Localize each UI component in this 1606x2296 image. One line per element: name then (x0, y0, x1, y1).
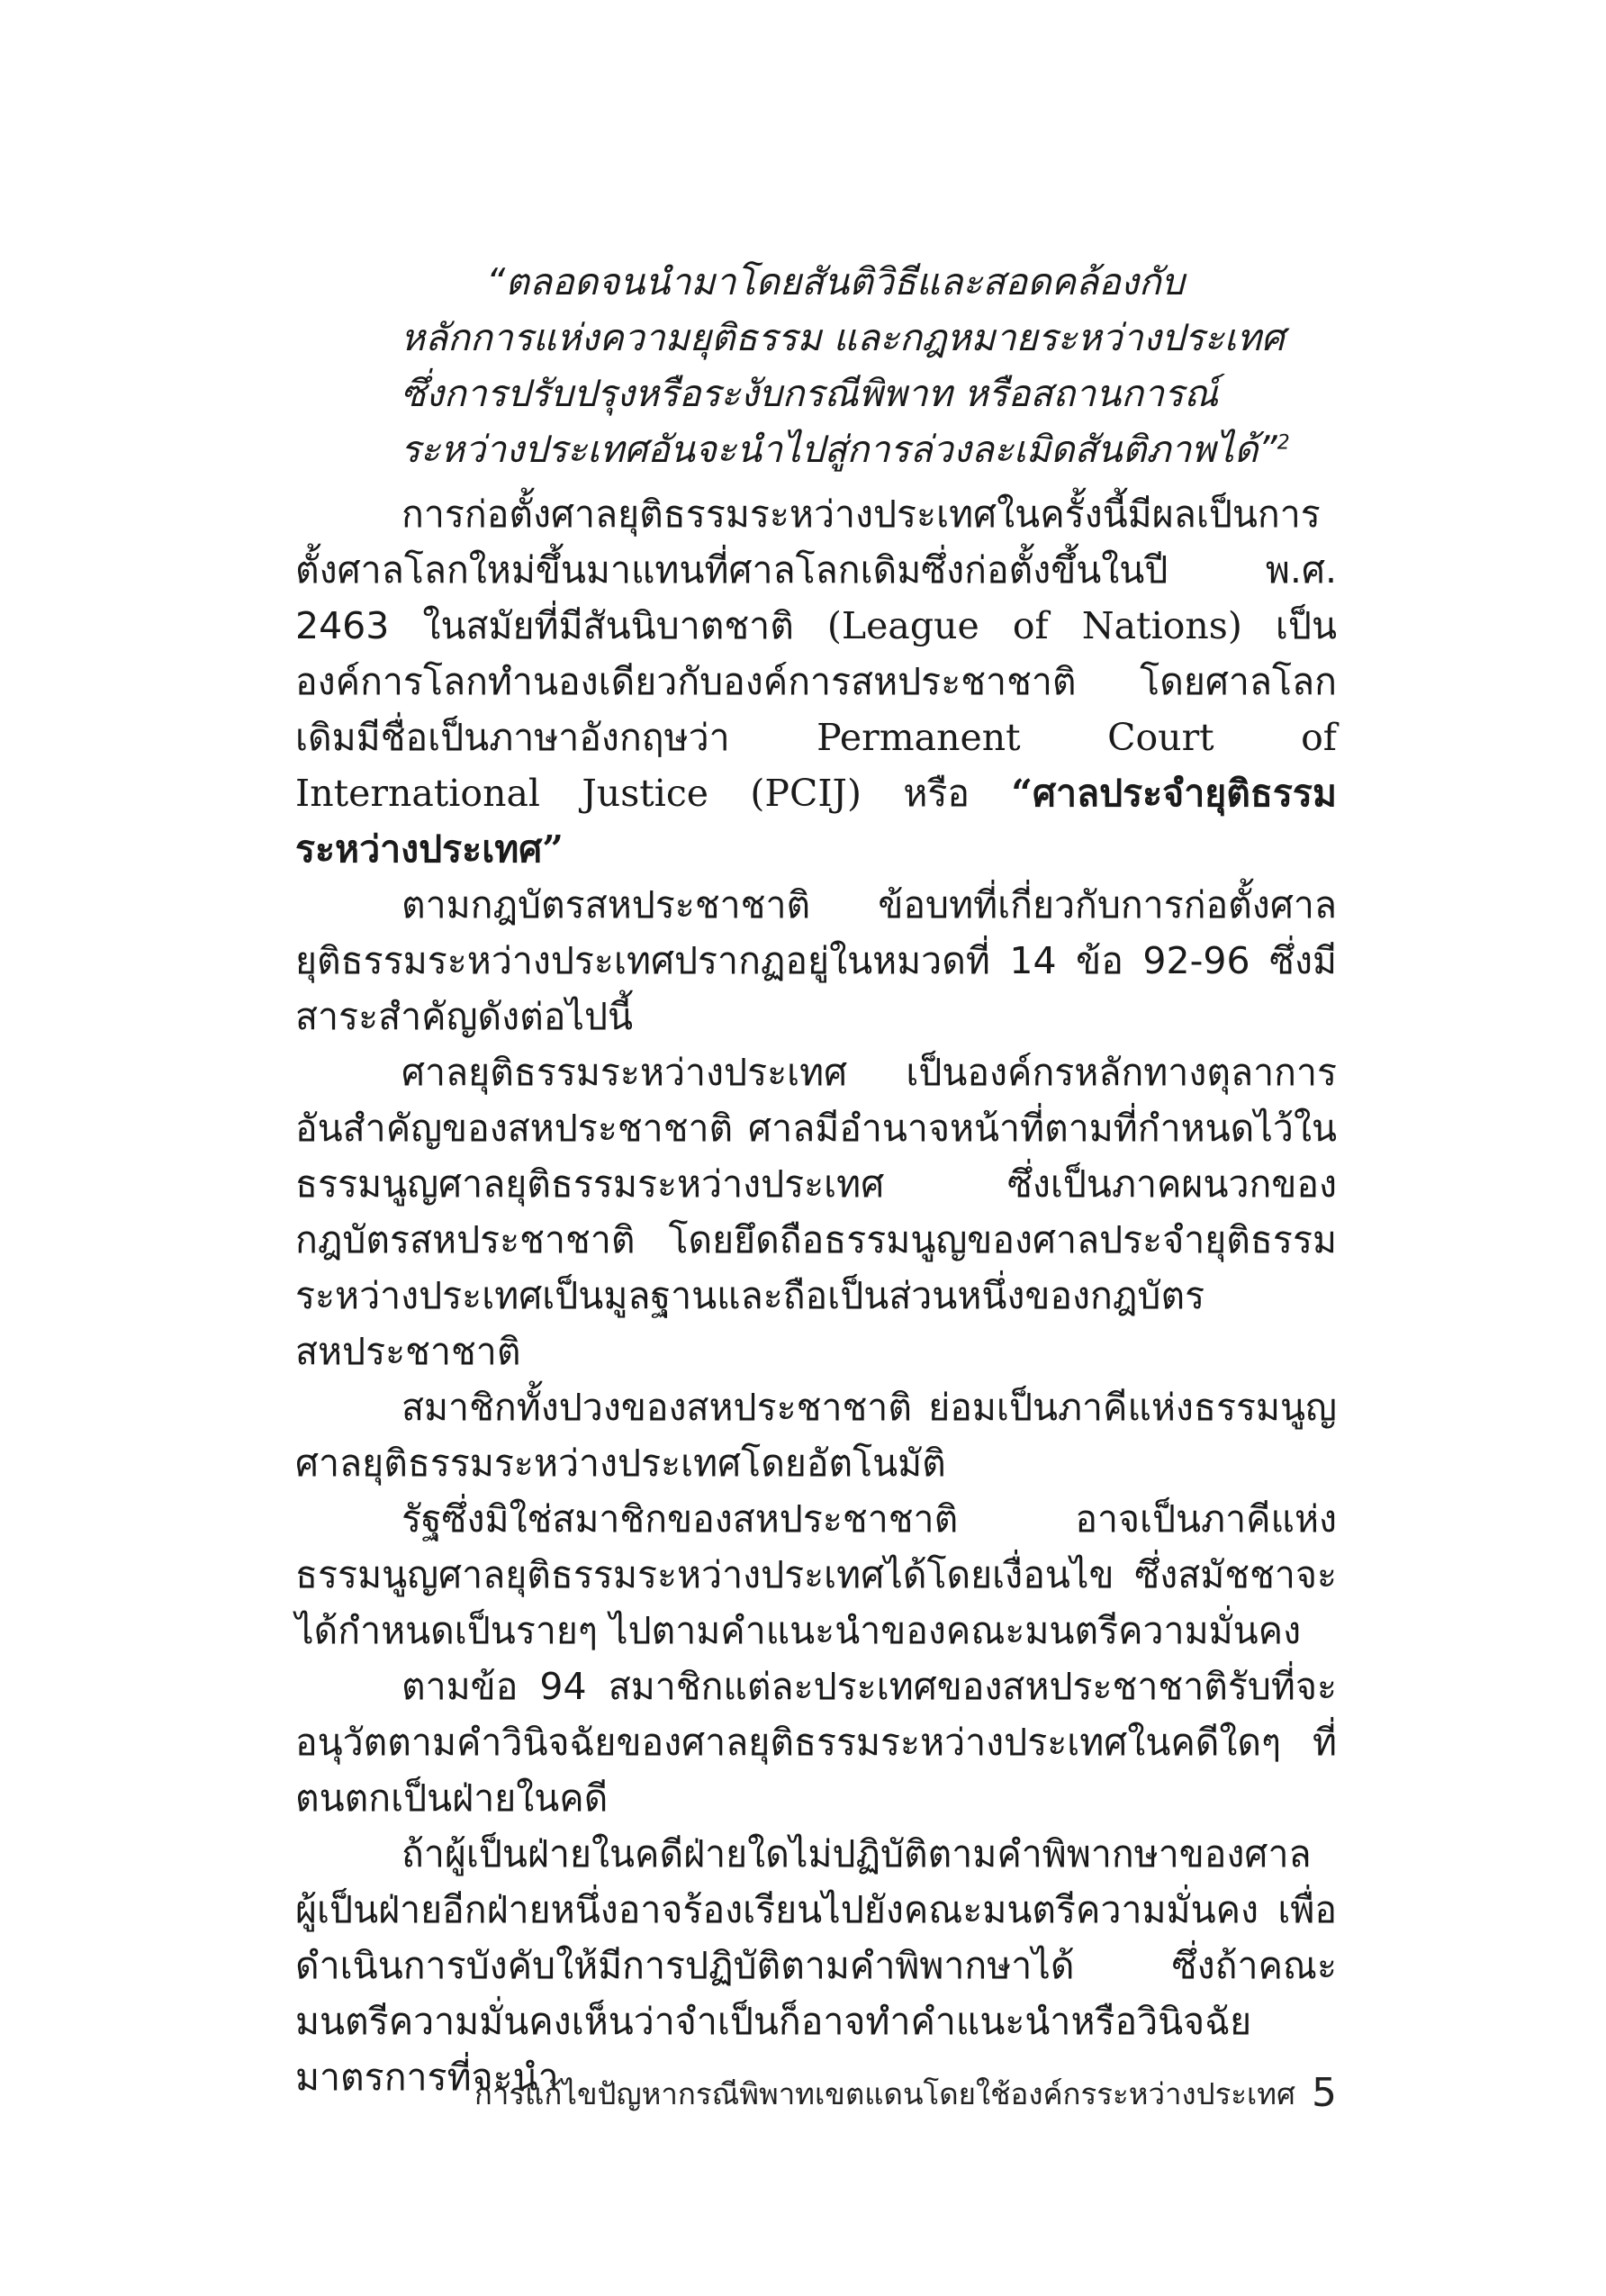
quote-line-1: “ตลอดจนนำมาโดยสันติวิธีและสอดคล้องกับ (486, 260, 1185, 303)
quote-line-3: ซึ่งการปรับปรุงหรือระงับกรณีพิพาท หรือสถานการณ์ (401, 372, 1219, 415)
running-title: การแก้ไขปัญหากรณีพิพาทเขตแดนโดยใช้องค์กรระหว่างประเทศ (474, 2076, 1295, 2111)
paragraph-3: ศาลยุติธรรมระหว่างประเทศ เป็นองค์กรหลักทางตุลาการอันสำคัญของสหประชาชาติ ศาลมีอำนาจหน้าที่ตามที่กำหนดไว้ในธรรมนูญศาลยุติธรรมระหว่างประเทศ ซึ่งเป็นภาคผนวกของกฎบัตรสหประชาชาติ โดยยึดถือธรรมนูญของศาลประจำยุติธรรมระหว่างประเทศเป็นมูลฐานและถือเป็นส่วนหนึ่งของกฎบัตรสหประชาชาติ (295, 1051, 1337, 1373)
p1-text-c: หรือ (903, 772, 970, 815)
page-footer (468, 2066, 1337, 2121)
quote-line-2: หลักการแห่งความยุติธรรม และกฎหมายระหว่างประเทศ (401, 316, 1285, 359)
paragraph-5: รัฐซึ่งมิใช่สมาชิกของสหประชาชาติ อาจเป็นภาคีแห่งธรรมนูญศาลยุติธรรมระหว่างประเทศได้โดยเงื่อนไข ซึ่งสมัชชาจะได้กำหนดเป็นรายๆ ไปตามคำแนะนำของคณะมนตรีความมั่นคง (295, 1497, 1337, 1652)
paragraph-4: สมาชิกทั้งปวงของสหประชาชาติ ย่อมเป็นภาคีแห่งธรรมนูญศาลยุติธรรมระหว่างประเทศโดยอัตโนมัติ (295, 1386, 1337, 1485)
p1-latin-b: Permanent Court of International Justice (PCIJ) (295, 716, 1337, 815)
body-text (295, 486, 1337, 2105)
paragraph-6: ตามข้อ 94 สมาชิกแต่ละประเทศของสหประชาชาติรับที่จะอนุวัตตามคำวินิจฉัยของศาลยุติธรรมระหว่างประเทศในคดีใดๆ ที่ตนตกเป็นฝ่ายในคดี (295, 1665, 1337, 1820)
page-number: 5 (1312, 2070, 1337, 2116)
quote-line-4 (401, 421, 1337, 477)
quote-line-4-text: ระหว่างประเทศอันจะนำไปสู่การล่วงละเมิดสันติภาพได้” (401, 428, 1277, 471)
p1-text-b: เป็นองค์การโลกทำนองเดียวกับองค์การสหประชาชาติ โดยศาลโลกเดิมมีชื่อเป็นภาษาอังกฤษว่า (295, 604, 1337, 759)
paragraph-2: ตามกฎบัตรสหประชาชาติ ข้อบทที่เกี่ยวกับการก่อตั้งศาลยุติธรรมระหว่างประเทศปรากฏอยู่ในหมวดที่ 14 ข้อ 92-96 ซึ่งมีสาระสำคัญดังต่อไปนี้ (295, 883, 1337, 1038)
paragraph-7: ถ้าผู้เป็นฝ่ายในคดีฝ่ายใดไม่ปฏิบัติตามคำพิพากษาของศาล ผู้เป็นฝ่ายอีกฝ่ายหนึ่งอาจร้องเรียนไปยังคณะมนตรีความมั่นคง เพื่อดำเนินการบังคับให้มีการปฏิบัติตามคำพิพากษาได้ ซึ่งถ้าคณะมนตรีความมั่นคงเห็นว่าจำเป็นก็อาจทำคำแนะนำหรือวินิจฉัยมาตรการที่จะนำ (295, 1832, 1337, 2099)
block-quote (401, 254, 1337, 477)
p1-text-a: การก่อตั้งศาลยุติธรรมระหว่างประเทศในครั้งนี้มีผลเป็นการตั้งศาลโลกใหม่ขึ้นมาแทนที่ศาลโลกเดิมซึ่งก่อตั้งขึ้นในปี พ.ศ. 2463 ในสมัยที่มีสันนิบาตชาติ (295, 493, 1337, 647)
paragraph-1 (295, 486, 1337, 877)
footnote-ref[interactable]: 2 (1277, 431, 1290, 455)
p1-bold-term: “ศาลประจำยุติธรรมระหว่างประเทศ” (295, 772, 1337, 871)
p1-latin-a: (League of Nations) (826, 604, 1242, 647)
